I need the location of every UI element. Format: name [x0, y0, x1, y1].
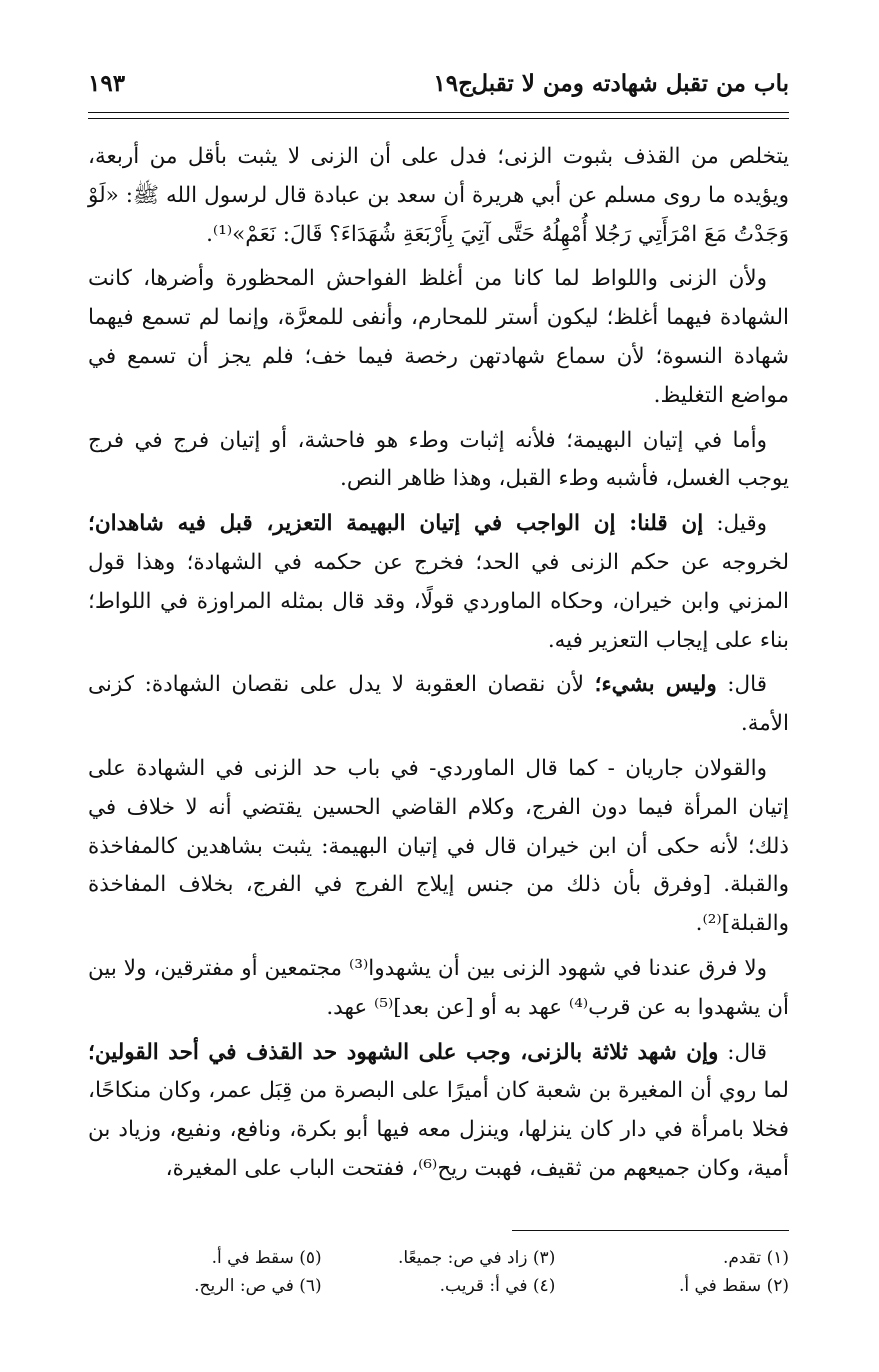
paragraph-lead: قال:	[718, 1039, 768, 1065]
footnote-row	[88, 1244, 789, 1272]
paragraph-text: لأن نقصان العقوبة لا يدل على نقصان الشهادة: كزنى الأمة.	[88, 672, 789, 737]
paragraph: يتخلص من القذف بثبوت الزنى؛ فدل على أن الزنى لا يثبت بأقل من أربعة، ويؤيده ما روى مسلم عن أبي هريرة أن سعد بن عبادة قال لرسول الله ﷺ: «لَوْ وَجَدْتُ مَعَ امْرَأَتِي رَجُلا أُمْهِلُهُ حَتَّى آتِيَ بِأَرْبَعَةِ شُهَدَاءَ؟ قَالَ: نَعَمْ»⁽¹⁾.	[88, 144, 789, 247]
footnote-rule	[512, 1230, 789, 1231]
paragraph-lead: قال:	[716, 672, 767, 698]
paragraph	[88, 505, 789, 660]
footnotes	[88, 1244, 789, 1300]
paragraph-lead: وقيل:	[703, 511, 767, 537]
paragraph-text: لخروجه عن حكم الزنى في الحد؛ فخرج عن حكمه في الشهادة؛ وهذا قول المزني وابن خيران، وحكاه الماوردي قولًا، وقد قال بمثله المراوزة في اللواط؛ بناء على إيجاب التعزير فيه.	[88, 549, 789, 653]
footnote-row	[88, 1272, 789, 1300]
page-number: ١٩٣	[88, 70, 126, 97]
footnote: (٢) سقط في أ.	[678, 1276, 789, 1296]
paragraph: ولأن الزنى واللواط لما كانا من أغلظ الفواحش المحظورة وأضرها، كانت الشهادة فيهما أغلظ؛ ليكون أستر للمحارم، وأنفى للمعرَّة، وإنما لم تسمع فيهما شهادة النسوة؛ لأن سماع شهادتهن رخصة فيما خف؛ فلم يجز أن تسمع في مواضع التغليظ.	[88, 266, 789, 408]
quoted-matn: وليس بشيء؛	[594, 672, 717, 698]
paragraph	[88, 1034, 789, 1189]
footnote: (٣) زاد في ص: جميعًا.	[397, 1248, 556, 1268]
footnote: (٤) في أ: قريب.	[439, 1276, 556, 1296]
header-rule-double	[88, 118, 789, 119]
footnote: (٦) في ص: الريح.	[194, 1276, 322, 1296]
paragraph	[88, 666, 789, 744]
volume-number: ج١٩	[433, 70, 473, 97]
paragraph: ولا فرق عندنا في شهود الزنى بين أن يشهدوا⁽³⁾ مجتمعين أو مفترقين، ولا بين أن يشهدوا به عن قرب⁽⁴⁾ عهد به أو [عن بعد]⁽⁵⁾ عهد.	[88, 955, 789, 1020]
quoted-matn: إن قلنا: إن الواجب في إتيان البهيمة التعزير، قبل فيه شاهدان؛	[88, 511, 704, 537]
header-rule	[88, 112, 789, 113]
footnote: (٥) سقط في أ.	[211, 1248, 322, 1268]
paragraph: وأما في إتيان البهيمة؛ فلأنه إثبات وطء هو فاحشة، أو إتيان فرج في فرج يوجب الغسل، فأشبه وطء القبل، وهذا ظاهر النص.	[88, 427, 789, 492]
paragraph-text: لما روي أن المغيرة بن شعبة كان أميرًا على البصرة من قِبَل عمر، وكان منكاحًا، فخلا بامرأة في دار كان ينزلها، وينزل معه فيها أبو بكرة، ونافع، ونفيع، وزياد بن أمية، وكان جميعهم من ثقيف، فهبت ريح⁽⁶⁾، ففتحت الباب على المغيرة،	[88, 1078, 789, 1181]
paragraph: والقولان جاريان - كما قال الماوردي- في باب حد الزنى في الشهادة على إتيان المرأة فيما دون الفرج، وكلام القاضي الحسين يقتضي أنه لا خلاف في ذلك؛ لأنه حكى أن ابن خيران قال في إتيان البهيمة: يثبت بشاهدين كالمفاخذة والقبلة. [وفرق بأن ذلك من جنس إيلاج الفرج في الفرج، بخلاف المفاخذة والقبلة]⁽²⁾.	[88, 755, 789, 937]
quoted-matn: وإن شهد ثلاثة بالزنى، وجب على الشهود حد القذف في أحد القولين؛	[88, 1039, 719, 1065]
footnote: (١) تقدم.	[722, 1248, 789, 1268]
main-text	[88, 138, 789, 1195]
chapter-title: باب من تقبل شهادته ومن لا تقبل	[471, 70, 789, 97]
running-header	[88, 60, 789, 110]
